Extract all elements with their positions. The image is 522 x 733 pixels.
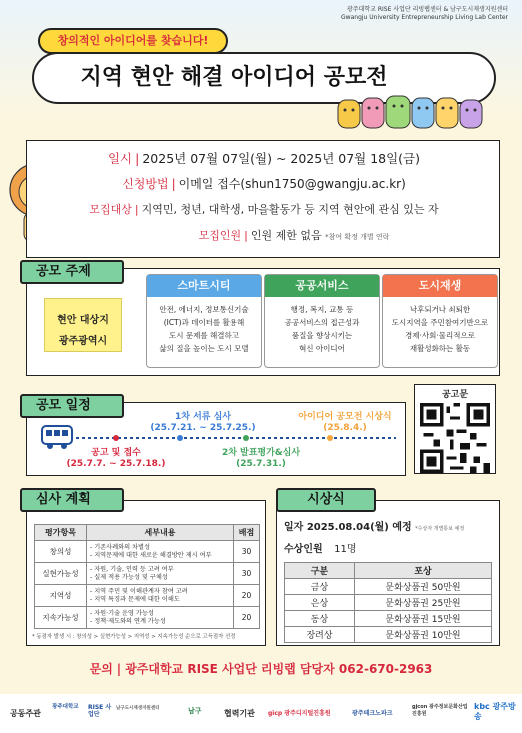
eval-detail: - 지역 특징과 문제에 대한 이해도 xyxy=(90,595,180,603)
host-label: 공동주관 xyxy=(10,709,41,718)
info-date-row: 일시 | 2025년 07월 07일(월) ~ 2025년 07월 18일(금) xyxy=(107,151,421,166)
eval-detail: - 정책·제도와의 연계 가능성 xyxy=(90,617,166,625)
schedule-step-4 xyxy=(280,412,410,434)
table-row xyxy=(35,541,260,563)
eval-score: 30 xyxy=(234,563,260,585)
prize-value: 문화상품권 15만원 xyxy=(355,611,492,627)
table-row xyxy=(285,579,492,595)
eval-detail: - 지역 주민 및 이해관계자 참여 고려 xyxy=(90,587,188,595)
target-label: 모집대상 xyxy=(89,203,132,216)
card-line: 안전, 에너지, 정보통신기술 xyxy=(159,305,249,314)
card-line: 재활성화하는 활동 xyxy=(409,344,471,353)
table-row xyxy=(35,563,260,585)
logo-gicp: gicp 광주디지털진흥원 xyxy=(268,710,331,717)
info-method-row: 신청방법 | 이메일 접수(shun1750@gwangju.ac.kr) xyxy=(122,177,406,191)
title-banner xyxy=(32,52,496,104)
contact-value: 광주대학교 RISE 사업단 리빙랩 담당자 062-670-2963 xyxy=(125,662,433,676)
eval-score: 20 xyxy=(234,607,260,629)
card-line: 혁신 아이디어 xyxy=(299,344,345,353)
evaluation-section-head: 심사 계획 xyxy=(20,488,124,512)
prize-col-rank: 구분 xyxy=(285,563,355,579)
table-row xyxy=(285,611,492,627)
target-value: 지역민, 청년, 대학생, 마을활동가 등 지역 현안에 관심 있는 자 xyxy=(141,203,439,216)
prize-value: 문화상품권 10만원 xyxy=(355,627,492,643)
award-date-label: 일자 xyxy=(284,522,304,533)
theme-card-urban-regeneration xyxy=(382,274,498,368)
logo-gjcon: gjcon 광주정보문화산업진흥원 xyxy=(412,704,468,717)
card-line: 경제·사회·물리적으로 xyxy=(405,331,475,340)
card-line: 낙후되거나 쇠퇴한 xyxy=(409,305,471,314)
count-label: 모집인원 xyxy=(198,229,242,242)
award-count-row xyxy=(284,540,484,555)
logo-namgu-regen: 남구도시재생지원센터 xyxy=(116,706,160,711)
method-value[interactable]: 이메일 접수(shun1750@gwangju.ac.kr) xyxy=(178,177,406,191)
schedule-section-head: 공모 일정 xyxy=(20,394,124,418)
logo-gwangju-university: 광주대학교 xyxy=(52,704,79,710)
eval-item: 지속가능성 xyxy=(35,607,87,629)
sticky-value: 광주광역시 xyxy=(58,336,108,347)
prize-rank: 은상 xyxy=(285,595,355,611)
card-title-smart-city: 스마트시티 xyxy=(147,275,261,297)
card-line: 도시 문제를 해결하고 xyxy=(169,331,239,340)
card-title-public-service: 공공서비스 xyxy=(265,275,379,297)
eval-col-score: 배점 xyxy=(234,525,260,541)
contact-label: 문의 xyxy=(89,662,113,676)
date-value: 2025년 07월 07일(월) ~ 2025년 07월 18일(금) xyxy=(142,151,421,166)
eval-item: 실현가능성 xyxy=(35,563,87,585)
contact-row: 문의 | 광주대학교 RISE 사업단 리빙랩 담당자 062-670-2963 xyxy=(89,662,433,676)
step-title: 2차 발표평가&심사 xyxy=(221,448,301,458)
schedule-step-3 xyxy=(196,448,326,470)
card-title-urban-regeneration: 도시재생 xyxy=(383,275,497,297)
award-date-note: *수상자 개별통보 예정 xyxy=(415,526,465,532)
count-value: 인원 제한 없음 xyxy=(250,229,322,242)
method-label: 신청방법 xyxy=(122,177,169,191)
organizer-text xyxy=(208,6,508,22)
prize-table xyxy=(284,562,492,643)
eval-detail: - 지역문제에 대한 새로운 해결방안 제시 여부 xyxy=(90,551,212,559)
step-date: (25.7.7. ~ 25.7.18.) xyxy=(66,459,166,469)
qr-code-icon[interactable] xyxy=(420,403,490,473)
prize-value: 문화상품권 25만원 xyxy=(355,595,492,611)
table-row xyxy=(285,627,492,643)
logo-kbc: kbc 광주방송 xyxy=(474,702,516,721)
info-panel xyxy=(26,140,500,258)
step-date: (25.7.21. ~ 25.7.25.) xyxy=(150,423,256,433)
schedule-step-2 xyxy=(148,412,258,434)
card-line: 공공서비스의 접근성과 xyxy=(284,318,360,327)
award-date-row xyxy=(284,518,498,533)
table-row xyxy=(285,595,492,611)
step-title: 1차 서류 심사 xyxy=(175,412,231,422)
eval-detail: - 실제 적용 가능성 및 구체성 xyxy=(90,573,168,581)
character-group-icon xyxy=(336,92,486,132)
prize-rank: 장려상 xyxy=(285,627,355,643)
card-line: (ICT)과 데이터를 활용해 xyxy=(163,318,245,327)
footer-logos xyxy=(0,694,522,733)
step-title: 아이디어 공모전 시상식 xyxy=(298,412,392,422)
organizer-line-2: Gwangju University Entrepreneurship Living Lab Center xyxy=(341,14,508,21)
eval-score: 30 xyxy=(234,541,260,563)
slogan-badge: 창의적인 아이디어를 찾습니다! xyxy=(38,28,228,54)
target-area-sticky xyxy=(44,298,122,352)
card-line: 행정, 복지, 교통 등 xyxy=(290,305,354,314)
date-label: 일시 xyxy=(107,151,133,166)
card-line: 삶의 질을 높이는 도시 모델 xyxy=(159,344,249,353)
eval-score: 20 xyxy=(234,585,260,607)
eval-detail: - 기존사례와의 차별성 xyxy=(90,543,150,551)
card-line: 품질을 향상시키는 xyxy=(291,331,353,340)
theme-card-smart-city xyxy=(146,274,262,368)
evaluation-table xyxy=(34,524,260,629)
logo-rise: RISE 사업단 xyxy=(88,704,112,718)
schedule-step-1 xyxy=(56,448,176,470)
eval-col-item: 평가항목 xyxy=(35,525,87,541)
theme-card-public-service xyxy=(264,274,380,368)
card-line: 도시지역을 주민참여기반으로 xyxy=(391,318,489,327)
qr-panel xyxy=(414,384,496,474)
step-date: (25.8.4.) xyxy=(323,423,367,433)
qr-label: 공고문 xyxy=(441,390,469,400)
prize-rank: 동상 xyxy=(285,611,355,627)
info-target-row: 모집대상 | 지역민, 청년, 대학생, 마을활동가 등 지역 현안에 관심 있는 자 xyxy=(89,203,439,216)
eval-detail: - 자원·기술 운영 가능성 xyxy=(90,609,154,617)
partner-label: 협력기관 xyxy=(224,709,255,718)
award-count-value: 11명 xyxy=(334,544,357,555)
prize-rank: 금상 xyxy=(285,579,355,595)
logo-technopark: 광주테크노파크 xyxy=(352,710,393,717)
award-section-head: 시상식 xyxy=(276,488,376,512)
logo-namgu: 남구 xyxy=(188,707,202,715)
eval-item: 지역성 xyxy=(35,585,87,607)
eval-detail: - 자원, 기술, 인력 등 고려 여부 xyxy=(90,565,174,573)
tie-break-note: * 동점자 발생 시 : 창의성 > 실현가능성 > 지역성 > 지속가능성 순으로 고득점자 선정 xyxy=(32,634,236,640)
step-date: (25.7.31.) xyxy=(236,459,286,469)
organizer-line-1: 광주대학교 RISE 사업단 리빙랩센터 & 남구도시재생지원센터 xyxy=(346,6,508,13)
table-row xyxy=(35,585,260,607)
eval-item: 창의성 xyxy=(35,541,87,563)
eval-col-detail: 세부내용 xyxy=(87,525,234,541)
info-count-row: 모집인원 | 인원 제한 없음 *참여 확정 개별 연락 xyxy=(198,229,390,242)
page-title: 지역 현안 해결 아이디어 공모전 xyxy=(80,65,388,90)
award-count-label: 수상인원 xyxy=(284,544,323,555)
count-note: *참여 확정 개별 연락 xyxy=(325,233,390,241)
table-row xyxy=(35,607,260,629)
prize-col-prize: 포상 xyxy=(355,563,492,579)
prize-value: 문화상품권 50만원 xyxy=(355,579,492,595)
step-title: 공고 및 접수 xyxy=(91,448,141,458)
award-date-value: 2025.08.04(월) 예정 xyxy=(306,522,412,533)
theme-section-head: 공모 주제 xyxy=(20,260,124,284)
sticky-title: 현안 대상지 xyxy=(57,315,109,326)
